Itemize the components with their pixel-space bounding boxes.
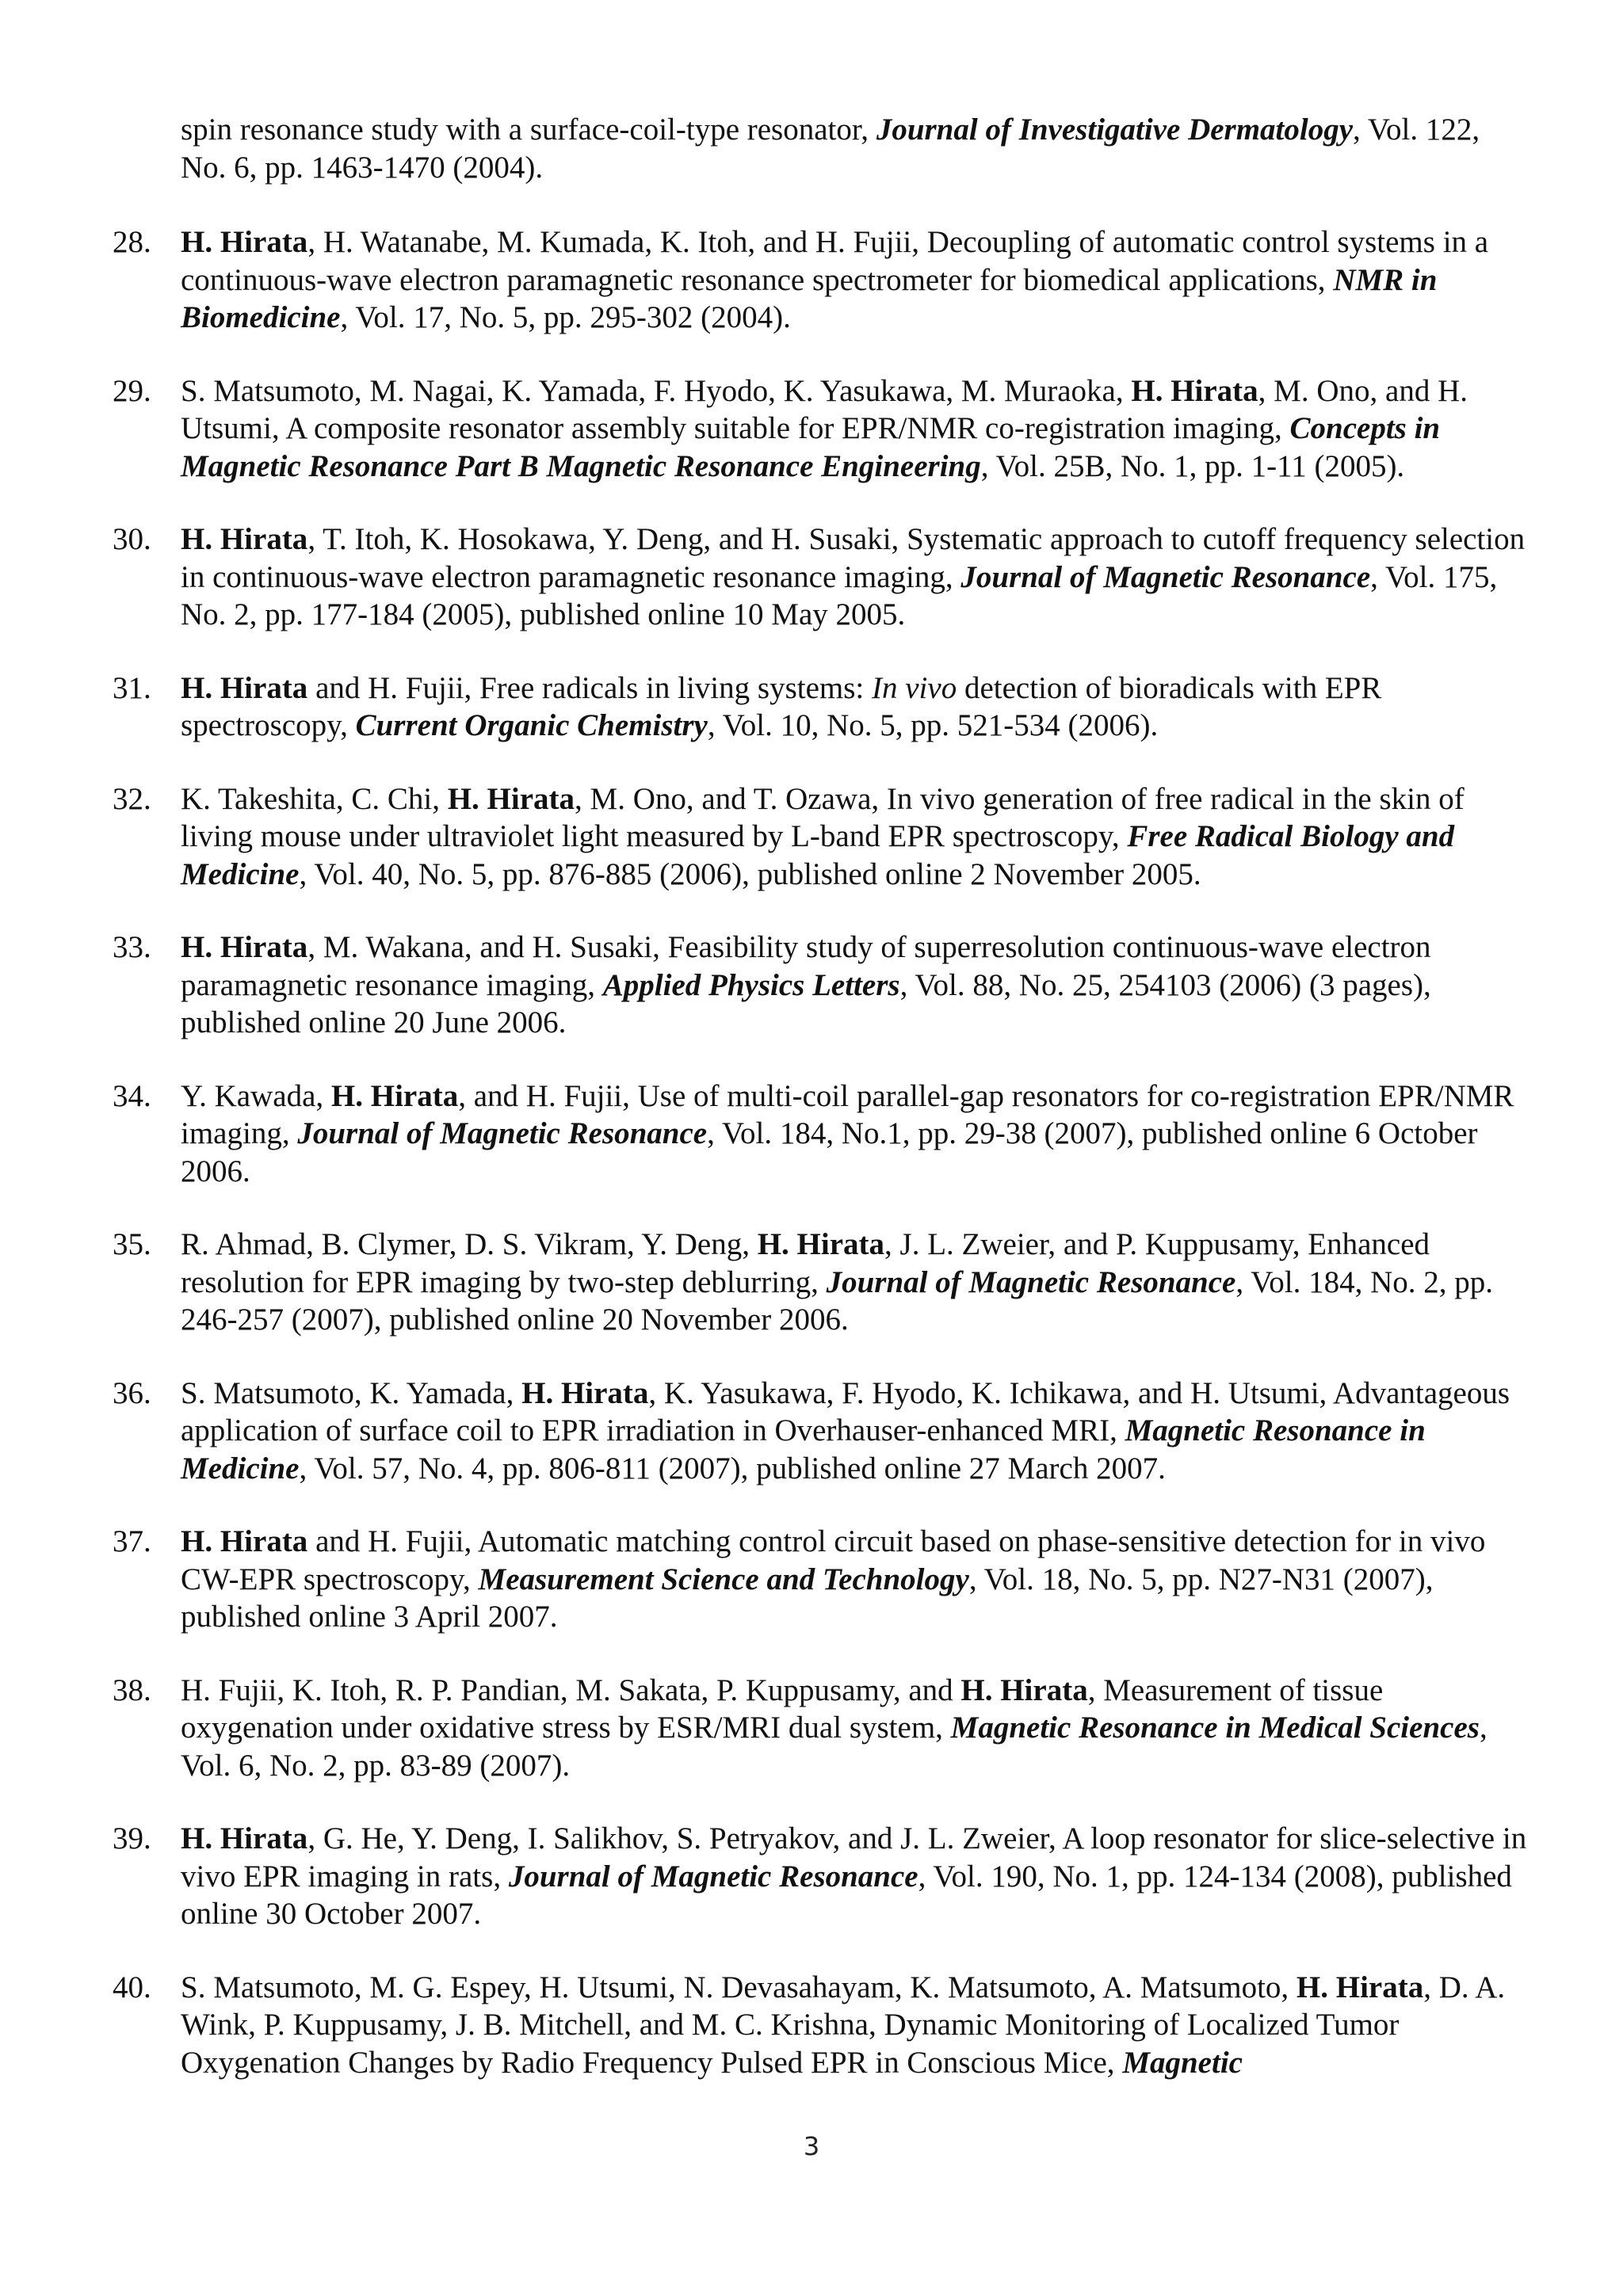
reference-item (0, 780, 1528, 894)
reference-authors: S. Matsumoto, M. G. Espey, H. Utsumi, N. Devasahayam, K. Matsumoto, A. Matsumoto, (181, 1970, 1296, 2004)
reference-number: 29. (113, 373, 151, 408)
reference-number: 28. (113, 225, 151, 259)
page-number: 3 (803, 2131, 820, 2161)
reference-title: In vivo generation of free radical in the skin of living mouse under ultraviolet light measured by L-band EPR spectroscopy, (181, 781, 1465, 853)
reference-title: Enhanced resolution for EPR imaging by two-step deblurring, (181, 1227, 1430, 1299)
journal-name: Measurement Science and Technology (478, 1562, 969, 1596)
journal-name: Journal of Magnetic Resonance (297, 1116, 708, 1150)
reference-authors: S. Matsumoto, M. Nagai, K. Yamada, F. Hyodo, K. Yasukawa, M. Muraoka, (181, 373, 1132, 408)
journal-name: Journal of Magnetic Resonance (508, 1859, 918, 1894)
journal-name: Magnetic Resonance in Medicine (181, 1413, 1426, 1486)
reference-authors: , (1087, 1672, 1104, 1707)
reference-item (0, 521, 1528, 634)
reference-authors: , H. Watanabe, M. Kumada, K. Itoh, and H. Fujii, (307, 225, 927, 259)
journal-name: Journal of Magnetic Resonance (826, 1264, 1236, 1299)
reference-number: 35. (113, 1227, 151, 1261)
reference-continuation (181, 111, 1528, 186)
highlighted-author: H. Hirata (181, 670, 308, 705)
reference-number: 40. (113, 1970, 151, 2004)
reference-details: , Vol. 17, No. 5, pp. 295-302 (2004). (340, 300, 791, 334)
reference-number: 39. (113, 1821, 151, 1855)
reference-item (0, 223, 1528, 337)
reference-authors: , G. He, Y. Deng, I. Salikhov, S. Petryakov, and J. L. Zweier, (307, 1821, 1063, 1855)
highlighted-author: H. Hirata (521, 1375, 649, 1410)
reference-details: , Vol. 10, No. 5, pp. 521-534 (2006). (707, 708, 1159, 742)
reference-authors: Y. Kawada, (181, 1078, 331, 1113)
reference-item (0, 1969, 1528, 2082)
highlighted-author: H. Hirata (181, 930, 308, 964)
reference-number: 37. (113, 1524, 151, 1558)
reference-item (0, 929, 1528, 1042)
reference-item (0, 1523, 1528, 1636)
highlighted-author: H. Hirata (330, 1078, 459, 1113)
reference-authors: , T. Itoh, K. Hosokawa, Y. Deng, and H. Susaki, (307, 522, 907, 556)
reference-title: Dynamic Monitoring of Localized Tumor Oxygenation Changes by Radio Frequency Pulsed EPR in Conscious Mice, (181, 2008, 1400, 2080)
journal-name: Concepts in Magnetic Resonance Part B Magnetic Resonance Engineering (181, 411, 1441, 483)
reference-details: , Vol. 40, No. 5, pp. 876-885 (2006), published online 2 November 2005. (299, 856, 1201, 891)
reference-list (0, 223, 1623, 2117)
reference-item (0, 1820, 1528, 1933)
highlighted-author: H. Hirata (1296, 1970, 1424, 2004)
reference-item (0, 372, 1528, 486)
reference-details: , Vol. 190, No. 1, pp. 124-134 (2008), published online 30 October 2007. (181, 1859, 1512, 1931)
reference-title-italic: In vivo (872, 670, 957, 705)
reference-title: Measurement of tissue oxygenation under oxidative stress by ESR/MRI dual system, (181, 1672, 1384, 1745)
highlighted-author: H. Hirata (447, 781, 575, 816)
reference-number: 38. (113, 1672, 151, 1707)
reference-number: 36. (113, 1375, 151, 1410)
journal-name: Journal of Investigative Dermatology (876, 113, 1354, 147)
continuation-text: spin resonance study with a surface-coil-type resonator, (181, 113, 876, 147)
journal-name: Magnetic (1122, 2045, 1243, 2080)
reference-authors: R. Ahmad, B. Clymer, D. S. Vikram, Y. Deng, (181, 1227, 758, 1261)
reference-authors: , and H. Fujii, (458, 1078, 638, 1113)
reference-authors: , M. Wakana, and H. Susaki, (307, 930, 668, 964)
reference-title: A loop resonator for slice-selective in vivo EPR imaging in rats, (181, 1821, 1527, 1894)
reference-details: , Vol. 18, No. 5, pp. N27-N31 (2007), published online 3 April 2007. (181, 1562, 1434, 1634)
reference-details: , Vol. 184, No. 2, pp. 246-257 (2007), published online 20 November 2006. (181, 1264, 1494, 1337)
highlighted-author: H. Hirata (1131, 373, 1258, 408)
reference-authors: , D. A. Wink, P. Kuppusamy, J. B. Mitchell, and M. C. Krishna, (181, 1970, 1506, 2042)
reference-authors: , M. Ono, and H. Utsumi, (181, 373, 1468, 445)
reference-details: , Vol. 6, No. 2, pp. 83-89 (2007). (181, 1711, 1487, 1783)
journal-name: Magnetic Resonance in Medical Sciences (950, 1711, 1480, 1745)
reference-title: Automatic matching control circuit based on phase-sensitive detection for in vivo CW-EPR spectroscopy, (181, 1524, 1486, 1596)
reference-title: detection of bioradicals with EPR spectroscopy, (181, 670, 1382, 742)
reference-item (0, 669, 1528, 745)
reference-authors: K. Takeshita, C. Chi, (181, 781, 448, 816)
reference-number: 30. (113, 522, 151, 556)
reference-authors: and H. Fujii, (307, 1524, 478, 1558)
highlighted-author: H. Hirata (181, 522, 308, 556)
journal-name: Current Organic Chemistry (355, 708, 708, 742)
highlighted-author: H. Hirata (960, 1672, 1088, 1707)
reference-item (0, 1226, 1528, 1339)
reference-item (0, 1672, 1528, 1785)
highlighted-author: H. Hirata (181, 1524, 308, 1558)
reference-details: , Vol. 25B, No. 1, pp. 1-11 (2005). (980, 448, 1405, 483)
reference-title: A composite resonator assembly suitable for EPR/NMR co-registration imaging, (285, 411, 1290, 445)
reference-details: , Vol. 175, No. 2, pp. 177-184 (2005), published online 10 May 2005. (181, 559, 1498, 631)
reference-authors: and H. Fujii, (307, 670, 479, 705)
reference-title: Use of multi-coil parallel-gap resonators for co-registration EPR/NMR imaging, (181, 1078, 1514, 1150)
reference-number: 31. (113, 670, 151, 705)
reference-details: , Vol. 57, No. 4, pp. 806-811 (2007), published online 27 March 2007. (299, 1451, 1166, 1486)
reference-details: , Vol. 184, No.1, pp. 29-38 (2007), published online 6 October 2006. (181, 1116, 1478, 1188)
reference-title: Systematic approach to cutoff frequency selection in continuous-wave electron paramagnetic resonance imaging, (181, 522, 1526, 594)
reference-number: 32. (113, 781, 151, 816)
journal-name: NMR in Biomedicine (181, 262, 1438, 334)
journal-name: Free Radical Biology and Medicine (181, 819, 1455, 891)
journal-name: Journal of Magnetic Resonance (960, 559, 1371, 594)
reference-item (0, 1077, 1528, 1191)
reference-authors: , M. Ono, and T. Ozawa, (575, 781, 887, 816)
highlighted-author: H. Hirata (757, 1227, 885, 1261)
reference-title: Advantageous application of surface coil to EPR irradiation in Overhauser-enhanced MRI, (181, 1375, 1510, 1447)
highlighted-author: H. Hirata (181, 1821, 308, 1855)
reference-authors: H. Fujii, K. Itoh, R. P. Pandian, M. Sakata, P. Kuppusamy, and (181, 1672, 961, 1707)
reference-authors: S. Matsumoto, K. Yamada, (181, 1375, 522, 1410)
reference-authors: , J. L. Zweier, and P. Kuppusamy, (884, 1227, 1308, 1261)
highlighted-author: H. Hirata (181, 225, 308, 259)
reference-number: 33. (113, 930, 151, 964)
journal-name: Applied Physics Letters (602, 967, 900, 1002)
reference-title: Decoupling of automatic control systems in a continuous-wave electron paramagnetic resonance spectrometer for biomedical applications, (181, 225, 1489, 297)
reference-title: Feasibility study of superresolution continuous-wave electron paramagnetic resonance imaging, (181, 930, 1431, 1002)
continuation-details: , Vol. 122, No. 6, pp. 1463-1470 (2004). (181, 113, 1480, 185)
reference-details: , Vol. 88, No. 25, 254103 (2006) (3 pages), published online 20 June 2006. (181, 967, 1431, 1039)
reference-item (0, 1375, 1528, 1488)
reference-title: Free radicals in living systems: (479, 670, 872, 705)
reference-authors: , K. Yasukawa, F. Hyodo, K. Ichikawa, and H. Utsumi, (648, 1375, 1333, 1410)
reference-number: 34. (113, 1078, 151, 1113)
